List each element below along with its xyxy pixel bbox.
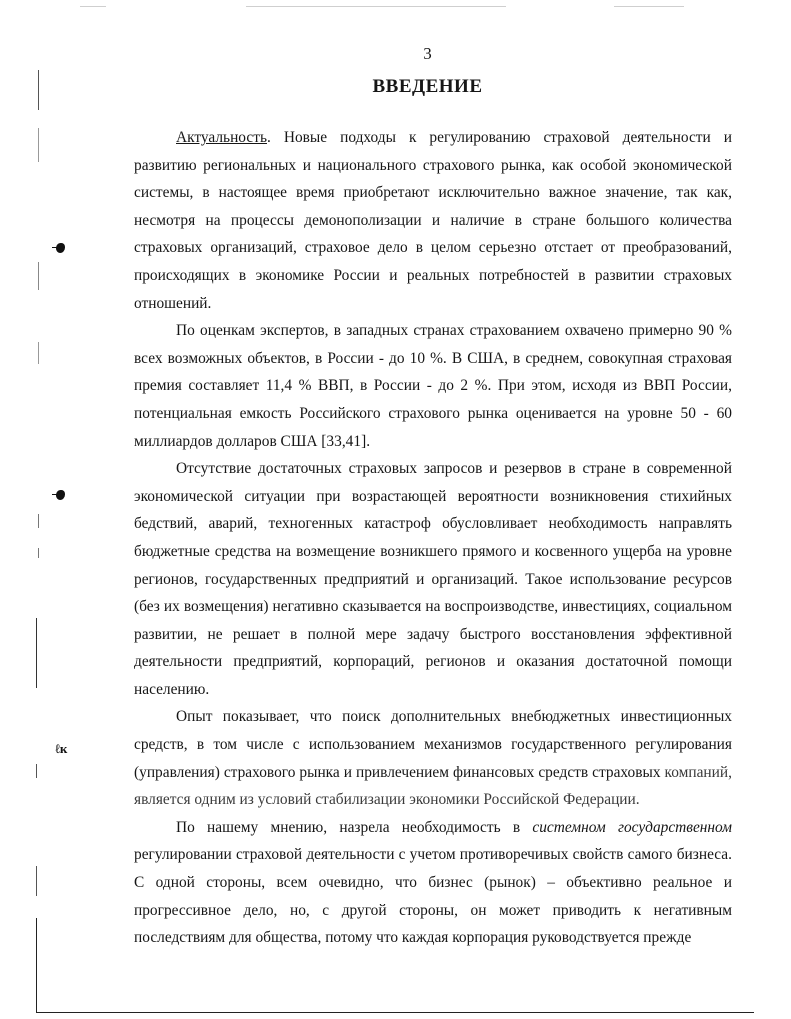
paragraph-text: По оценкам экспертов, в западных странах страхованием охвачено примерно 90 % всех возможных объектов, в России - до 10 %. В США, в среднем, совокупная страховая премия составляет 11,4 % ВВП, в России - до 2 %. При этом, исходя из ВВП России, потенциальная емкость Российского страхового рынка оценивается на уровне 50 - 60 миллиардов долларов США [33,41]. — [134, 322, 732, 450]
margin-line — [38, 342, 39, 364]
paragraph-text: компаний, является одним из условий стабилизации экономики Российской Федерации. — [134, 763, 732, 809]
paragraph-emphasis: системном государственном — [532, 818, 732, 836]
page-number: 3 — [423, 44, 432, 63]
scan-edge-top-left — [80, 6, 106, 7]
margin-mark: ℓк — [55, 741, 68, 756]
margin-line — [36, 918, 37, 1012]
ink-blot — [56, 490, 65, 500]
scan-edge-bottom — [36, 1012, 754, 1013]
paragraph — [134, 317, 732, 455]
paragraph-lead: Актуальность — [176, 129, 267, 146]
margin-line — [36, 618, 37, 688]
paragraph-text: По нашему мнению, назрела необходимость в — [176, 818, 533, 836]
margin-line — [36, 866, 37, 896]
page-title: ВВЕДЕНИЕ — [372, 76, 483, 97]
paragraph-text: Отсутствие достаточных страховых запросов и резервов в стране в современной экономической ситуации при возрастающей вероятности возникновения стихийных бедствий, аварий, техногенных катастроф обусловливает необходимость направлять бюджетные средства на возмещение возникшего прямого и косвенного ущерба на уровне регионов, государственных предприятий и организаций. Такое использование ресурсов (без их возмещения) негативно сказывается на воспроизводстве, инвестициях, социальном развитии, не решает в полной мере задачу быстрого восстановления эффективной деятельности предприятий, корпораций, регионов и оказания достаточной помощи населению. — [134, 460, 732, 698]
paragraph — [134, 455, 732, 703]
document-body — [134, 124, 732, 952]
paragraph-text: регулировании страховой деятельности с учетом противоречивых свойств самого бизнеса. С одной стороны, всем очевидно, что бизнес (рынок) – объективно реальное и прогрессивное дело, но, с другой стороны, он может приводить к негативным последствиям для общества, потому что каждая корпорация руководствуется прежде — [134, 846, 732, 947]
margin-line — [38, 548, 39, 558]
paragraph — [134, 814, 732, 952]
paragraph-text: . Новые подходы к регулированию страховой деятельности и развитию региональных и национального страхового рынка, как особой экономической системы, в настоящее время приобретают исключительно важное значение, так как, несмотря на процессы демонополизации и наличие в стране большого количества страховых организаций, страховое дело в целом серьезно отстает от преобразований, происходящих в экономике России и реальных потребностей в развитии страховых отношений. — [134, 129, 732, 312]
scan-edge-top-center — [246, 6, 506, 7]
margin-line — [38, 514, 39, 528]
margin-line — [38, 128, 39, 162]
paragraph-text: Опыт показывает, что поиск дополнительных внебюджетных инвестиционных средств, в том числе с использованием механизмов государственного регулирования (управления) страхового рынка и привлечением финансовых средств страховых — [134, 708, 732, 781]
ink-blot — [56, 243, 65, 253]
paragraph — [134, 124, 732, 317]
margin-line — [38, 262, 39, 290]
paragraph — [134, 703, 732, 813]
margin-line — [36, 764, 37, 778]
scan-edge-top-right — [614, 6, 684, 7]
